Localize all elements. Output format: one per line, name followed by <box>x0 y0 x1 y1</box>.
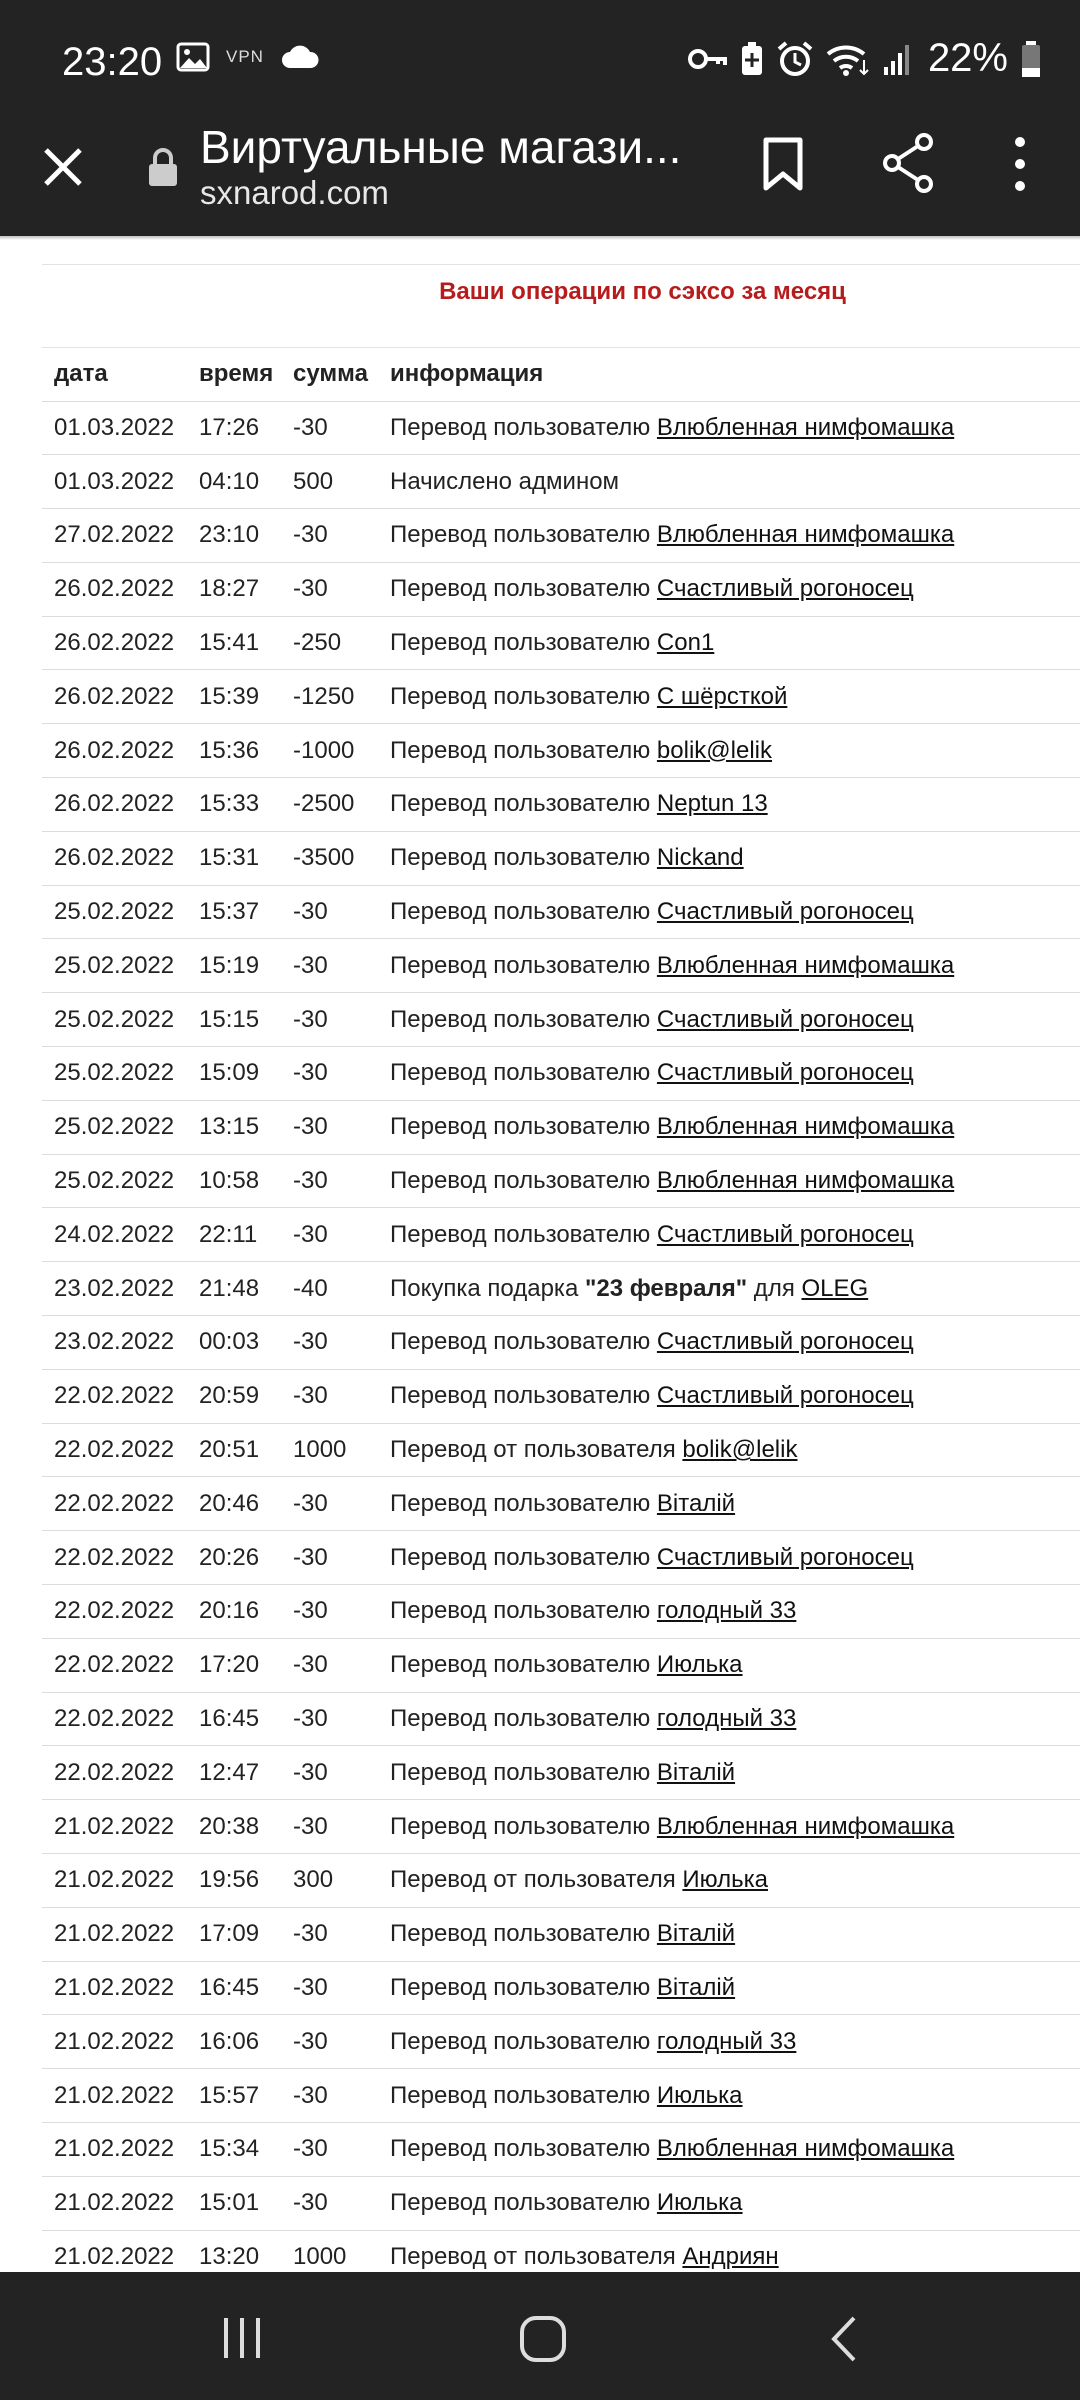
row-info-text: Перевод пользователю <box>390 2189 657 2217</box>
row-time: 15:31 <box>187 831 281 885</box>
close-icon[interactable] <box>38 142 88 192</box>
table-row <box>42 1800 1080 1854</box>
alarm-icon <box>776 40 814 78</box>
user-link[interactable]: Влюбленная нимфомашка <box>656 1167 955 1195</box>
row-time: 20:38 <box>187 1800 281 1854</box>
wifi-icon <box>826 42 870 76</box>
row-amount: -30 <box>281 1316 378 1370</box>
row-date: 25.02.2022 <box>42 939 187 993</box>
row-info-text: Перевод пользователю <box>390 1328 657 1356</box>
status-left-icons <box>176 42 320 72</box>
row-time: 20:26 <box>187 1531 281 1585</box>
row-info <box>378 616 1080 670</box>
user-link[interactable]: Nickand <box>656 844 744 872</box>
row-amount: -30 <box>281 885 378 939</box>
row-info <box>378 724 1080 778</box>
table-row <box>42 1423 1080 1477</box>
row-info-text: Перевод пользователю <box>390 1489 657 1517</box>
row-info-text: Перевод пользователю <box>390 682 657 710</box>
user-link[interactable]: Июлька <box>656 2081 743 2109</box>
row-time: 15:33 <box>187 778 281 832</box>
row-date: 01.03.2022 <box>42 401 187 455</box>
row-info <box>378 2123 1080 2177</box>
row-info-text: Перевод пользователю <box>390 1113 657 1141</box>
row-date: 21.02.2022 <box>42 1800 187 1854</box>
table-row <box>42 2176 1080 2230</box>
row-info <box>378 1692 1080 1746</box>
row-time: 15:01 <box>187 2176 281 2230</box>
row-date: 23.02.2022 <box>42 1262 187 1316</box>
status-right-icons <box>688 36 1042 81</box>
row-info-text: Перевод пользователю <box>390 1705 657 1733</box>
row-amount: 300 <box>281 1854 378 1908</box>
user-link[interactable]: Счастливый рогоносец <box>656 1005 914 1033</box>
table-row <box>42 1100 1080 1154</box>
row-date: 25.02.2022 <box>42 885 187 939</box>
row-date: 22.02.2022 <box>42 1477 187 1531</box>
table-row <box>42 1208 1080 1262</box>
row-info-text: Покупка подарка <box>390 1274 585 1302</box>
table-row <box>42 939 1080 993</box>
user-link[interactable]: OLEG <box>801 1274 869 1302</box>
page-url[interactable]: sxnarod.com <box>200 174 389 211</box>
row-time: 17:20 <box>187 1638 281 1692</box>
row-info <box>378 2015 1080 2069</box>
row-amount: -30 <box>281 1208 378 1262</box>
signal-icon <box>882 43 912 75</box>
row-amount: -30 <box>281 2015 378 2069</box>
table-row <box>42 401 1080 455</box>
row-info <box>378 1154 1080 1208</box>
row-time: 15:19 <box>187 939 281 993</box>
row-info-text: Перевод от пользователя <box>390 1436 683 1464</box>
row-info <box>378 831 1080 885</box>
row-date: 21.02.2022 <box>42 1961 187 2015</box>
column-header-amount: сумма <box>281 348 378 401</box>
row-date: 25.02.2022 <box>42 1100 187 1154</box>
row-info-text: Перевод пользователю <box>390 521 657 549</box>
row-amount: -30 <box>281 1154 378 1208</box>
user-link[interactable]: Июлька <box>656 1651 743 1679</box>
row-amount: -30 <box>281 509 378 563</box>
user-link[interactable]: голодный 33 <box>656 1705 797 1733</box>
user-link[interactable]: Счастливый рогоносец <box>656 1543 914 1571</box>
row-info <box>378 1477 1080 1531</box>
gallery-icon <box>176 42 210 72</box>
status-time: 23:20 <box>62 40 163 84</box>
row-info-text: Перевод пользователю <box>390 413 657 441</box>
row-time: 17:26 <box>187 401 281 455</box>
row-date: 21.02.2022 <box>42 2069 187 2123</box>
row-date: 01.03.2022 <box>42 455 187 509</box>
user-link[interactable]: Влюбленная нимфомашка <box>656 1113 955 1141</box>
row-time: 15:39 <box>187 670 281 724</box>
row-info <box>378 1907 1080 1961</box>
row-amount: -40 <box>281 1262 378 1316</box>
row-date: 26.02.2022 <box>42 670 187 724</box>
home-icon[interactable] <box>518 2314 568 2364</box>
row-time: 20:16 <box>187 1585 281 1639</box>
row-amount: -30 <box>281 939 378 993</box>
lock-icon[interactable] <box>146 146 180 188</box>
user-link[interactable]: голодный 33 <box>656 2027 797 2055</box>
row-time: 15:41 <box>187 616 281 670</box>
row-time: 15:36 <box>187 724 281 778</box>
row-info <box>378 1369 1080 1423</box>
row-info-text: Перевод пользователю <box>390 1812 657 1840</box>
cloud-icon <box>280 44 320 70</box>
row-info <box>378 993 1080 1047</box>
table-row <box>42 993 1080 1047</box>
table-row <box>42 1262 1080 1316</box>
user-link[interactable]: голодный 33 <box>656 1597 797 1625</box>
row-amount: -30 <box>281 1369 378 1423</box>
row-date: 26.02.2022 <box>42 724 187 778</box>
row-info-text: Перевод пользователю <box>390 1974 657 2001</box>
browser-toolbar <box>0 122 1080 236</box>
row-time: 15:15 <box>187 993 281 1047</box>
table-row <box>42 1961 1080 2015</box>
table-row <box>42 885 1080 939</box>
row-info <box>378 2176 1080 2230</box>
table-row <box>42 1638 1080 1692</box>
column-header-date: дата <box>42 348 187 401</box>
table-row <box>42 1692 1080 1746</box>
row-time: 15:09 <box>187 1047 281 1101</box>
row-info <box>378 1854 1080 1908</box>
table-row <box>42 1316 1080 1370</box>
row-date: 22.02.2022 <box>42 1531 187 1585</box>
battery-icon <box>1020 40 1042 78</box>
battery-percent: 22% <box>927 36 1008 80</box>
row-amount: 1000 <box>281 2230 378 2270</box>
table-row <box>42 1854 1080 1908</box>
row-date: 25.02.2022 <box>42 1047 187 1101</box>
user-link[interactable]: Счастливый рогоносец <box>656 1382 914 1410</box>
row-date: 21.02.2022 <box>42 2230 187 2270</box>
table-row <box>42 2123 1080 2177</box>
row-info-text: Перевод пользователю <box>390 1005 657 1033</box>
row-info <box>378 1047 1080 1101</box>
user-link[interactable]: Con1 <box>656 629 715 657</box>
row-date: 21.02.2022 <box>42 1907 187 1961</box>
row-time: 16:06 <box>187 2015 281 2069</box>
table-row <box>42 1531 1080 1585</box>
gift-name: "23 февраля" <box>584 1274 748 1302</box>
row-time: 15:34 <box>187 2123 281 2177</box>
row-amount: -30 <box>281 1961 378 2015</box>
row-date: 26.02.2022 <box>42 616 187 670</box>
row-info-text: Перевод от пользователя <box>390 2242 683 2270</box>
row-info-text: Перевод пользователю <box>390 2081 657 2109</box>
row-time: 10:58 <box>187 1154 281 1208</box>
row-time: 22:11 <box>187 1208 281 1262</box>
row-info-text: Перевод пользователю <box>390 1758 657 1786</box>
table-row <box>42 1154 1080 1208</box>
row-info <box>378 778 1080 832</box>
table-row <box>42 724 1080 778</box>
table-row <box>42 2230 1080 2270</box>
table-row <box>42 831 1080 885</box>
row-info-text: Перевод пользователю <box>390 629 657 657</box>
table-row <box>42 509 1080 563</box>
row-date: 24.02.2022 <box>42 1208 187 1262</box>
row-date: 21.02.2022 <box>42 1854 187 1908</box>
row-info-text: Перевод пользователю <box>390 1597 657 1625</box>
row-amount: -2500 <box>281 778 378 832</box>
more-options-icon[interactable] <box>1008 134 1032 194</box>
recent-apps-icon[interactable] <box>220 2316 264 2360</box>
row-amount: -30 <box>281 401 378 455</box>
user-link[interactable]: Neptun 13 <box>656 790 768 818</box>
row-amount: -30 <box>281 1047 378 1101</box>
table-row <box>42 1047 1080 1101</box>
navigation-bar <box>0 2272 1080 2400</box>
row-info-text: Перевод пользователю <box>390 898 657 926</box>
row-amount: -30 <box>281 1800 378 1854</box>
status-bar <box>0 0 1080 122</box>
user-link[interactable]: Счастливый рогоносец <box>656 1059 914 1087</box>
row-date: 22.02.2022 <box>42 1585 187 1639</box>
row-amount: -30 <box>281 1477 378 1531</box>
column-header-info: информация <box>378 348 1080 401</box>
share-icon[interactable] <box>880 132 936 194</box>
user-link[interactable]: Влюбленная нимфомашка <box>656 1812 955 1840</box>
row-time: 00:03 <box>187 1316 281 1370</box>
row-time: 15:57 <box>187 2069 281 2123</box>
row-date: 21.02.2022 <box>42 2176 187 2230</box>
user-link[interactable]: Віталій <box>656 1920 736 1948</box>
user-link[interactable]: Віталій <box>656 1974 736 2001</box>
row-info-text: Перевод пользователю <box>390 1543 657 1571</box>
user-link[interactable]: С шёрсткой <box>656 682 788 710</box>
row-amount: -1000 <box>281 724 378 778</box>
row-amount: -250 <box>281 616 378 670</box>
row-info-text: Перевод пользователю <box>390 2027 657 2055</box>
back-icon[interactable] <box>826 2314 860 2364</box>
row-info <box>378 1961 1080 2015</box>
row-time: 15:37 <box>187 885 281 939</box>
operations-table <box>42 348 1080 2270</box>
column-header-time: время <box>187 348 281 401</box>
row-date: 26.02.2022 <box>42 562 187 616</box>
row-date: 22.02.2022 <box>42 1423 187 1477</box>
row-date: 25.02.2022 <box>42 1154 187 1208</box>
row-time: 13:15 <box>187 1100 281 1154</box>
table-row <box>42 1746 1080 1800</box>
row-time: 16:45 <box>187 1961 281 2015</box>
table-row <box>42 1369 1080 1423</box>
user-link[interactable]: Счастливый рогоносец <box>656 1328 914 1356</box>
row-time: 16:45 <box>187 1692 281 1746</box>
row-info <box>378 1800 1080 1854</box>
user-link[interactable]: Счастливый рогоносец <box>656 575 914 603</box>
row-time: 19:56 <box>187 1854 281 1908</box>
row-info-text: Перевод пользователю <box>390 790 657 818</box>
row-info-text: Перевод пользователю <box>390 844 657 872</box>
row-info-text: Перевод пользователю <box>390 736 657 764</box>
row-date: 23.02.2022 <box>42 1316 187 1370</box>
row-date: 21.02.2022 <box>42 2015 187 2069</box>
row-info <box>378 2230 1080 2270</box>
row-info <box>378 1208 1080 1262</box>
row-amount: -30 <box>281 1746 378 1800</box>
row-info <box>378 1585 1080 1639</box>
row-date: 27.02.2022 <box>42 509 187 563</box>
row-time: 20:59 <box>187 1369 281 1423</box>
row-info-text: Перевод пользователю <box>390 1920 657 1948</box>
row-info-text: Перевод пользователю <box>390 1059 657 1087</box>
row-info-text: Перевод пользователю <box>390 1651 657 1679</box>
row-info <box>378 885 1080 939</box>
row-info <box>378 1638 1080 1692</box>
row-amount: -30 <box>281 1531 378 1585</box>
row-info <box>378 2069 1080 2123</box>
row-amount: -30 <box>281 2176 378 2230</box>
table-row <box>42 2069 1080 2123</box>
row-time: 17:09 <box>187 1907 281 1961</box>
user-link[interactable]: Влюбленная нимфомашка <box>656 2135 955 2163</box>
page-content[interactable] <box>0 240 1080 2270</box>
row-info <box>378 1531 1080 1585</box>
user-link[interactable]: Июлька <box>656 2189 743 2217</box>
row-info <box>378 509 1080 563</box>
row-amount: -1250 <box>281 670 378 724</box>
table-row <box>42 562 1080 616</box>
row-info <box>378 1262 1080 1316</box>
row-date: 26.02.2022 <box>42 778 187 832</box>
table-row <box>42 1907 1080 1961</box>
user-link[interactable]: Влюбленная нимфомашка <box>656 951 955 979</box>
table-row <box>42 616 1080 670</box>
row-date: 25.02.2022 <box>42 993 187 1047</box>
row-time: 18:27 <box>187 562 281 616</box>
table-row <box>42 778 1080 832</box>
vpn-icon: VPN <box>226 47 264 66</box>
row-time: 13:20 <box>187 2230 281 2270</box>
row-info-text: Перевод пользователю <box>390 951 657 979</box>
row-time: 04:10 <box>187 455 281 509</box>
user-link[interactable]: Счастливый рогоносец <box>656 898 914 926</box>
row-info <box>378 1100 1080 1154</box>
operations-table-body <box>42 401 1080 2270</box>
row-date: 22.02.2022 <box>42 1746 187 1800</box>
row-amount: -30 <box>281 562 378 616</box>
row-info-text: Перевод пользователю <box>390 1220 657 1248</box>
row-amount: -30 <box>281 1692 378 1746</box>
row-info <box>378 939 1080 993</box>
row-amount: 1000 <box>281 1423 378 1477</box>
row-date: 22.02.2022 <box>42 1638 187 1692</box>
row-amount: -30 <box>281 993 378 1047</box>
row-date: 26.02.2022 <box>42 831 187 885</box>
table-row <box>42 455 1080 509</box>
user-link[interactable]: Влюбленная нимфомашка <box>656 521 955 549</box>
row-info <box>378 1746 1080 1800</box>
key-icon <box>688 45 728 73</box>
user-link[interactable]: Влюбленная нимфомашка <box>656 413 955 441</box>
row-date: 22.02.2022 <box>42 1369 187 1423</box>
row-amount: -30 <box>281 1907 378 1961</box>
table-row <box>42 2015 1080 2069</box>
user-link[interactable]: Андриян <box>682 2242 779 2270</box>
row-info <box>378 401 1080 455</box>
row-info-text: Перевод пользователю <box>390 1167 657 1195</box>
user-link[interactable]: Июлька <box>682 1866 769 1894</box>
page-title[interactable]: Виртуальные магази... <box>200 121 682 173</box>
row-time: 23:10 <box>187 509 281 563</box>
row-amount: -30 <box>281 1638 378 1692</box>
row-info <box>378 455 1080 509</box>
row-time: 20:46 <box>187 1477 281 1531</box>
operations-heading: Ваши операции по сэксо за месяц <box>439 278 846 305</box>
row-amount: -3500 <box>281 831 378 885</box>
row-info-text: Перевод пользователю <box>390 575 657 603</box>
row-info <box>378 670 1080 724</box>
user-link[interactable]: Віталій <box>656 1489 736 1517</box>
row-amount: 500 <box>281 455 378 509</box>
table-row <box>42 1585 1080 1639</box>
row-info-text: Начислено админом <box>390 467 620 495</box>
row-info-text: Перевод пользователю <box>390 1382 657 1410</box>
table-row <box>42 670 1080 724</box>
row-info-text: для <box>747 1274 802 1302</box>
user-link[interactable]: bolik@lelik <box>682 1436 798 1464</box>
battery-saver-icon <box>740 41 764 77</box>
table-row <box>42 1477 1080 1531</box>
row-time: 20:51 <box>187 1423 281 1477</box>
row-info-text: Перевод от пользователя <box>390 1866 683 1894</box>
user-link[interactable]: Віталій <box>656 1758 736 1786</box>
row-time: 21:48 <box>187 1262 281 1316</box>
bookmark-icon[interactable] <box>760 136 806 192</box>
row-info <box>378 1316 1080 1370</box>
table-header-row <box>42 348 1080 401</box>
row-date: 21.02.2022 <box>42 2123 187 2177</box>
row-amount: -30 <box>281 1585 378 1639</box>
row-info <box>378 562 1080 616</box>
user-link[interactable]: bolik@lelik <box>656 736 772 764</box>
row-info-text: Перевод пользователю <box>390 2135 657 2163</box>
row-date: 22.02.2022 <box>42 1692 187 1746</box>
divider <box>42 264 1080 265</box>
row-amount: -30 <box>281 2069 378 2123</box>
row-amount: -30 <box>281 1100 378 1154</box>
row-amount: -30 <box>281 2123 378 2177</box>
row-time: 12:47 <box>187 1746 281 1800</box>
row-info <box>378 1423 1080 1477</box>
user-link[interactable]: Счастливый рогоносец <box>656 1220 914 1248</box>
